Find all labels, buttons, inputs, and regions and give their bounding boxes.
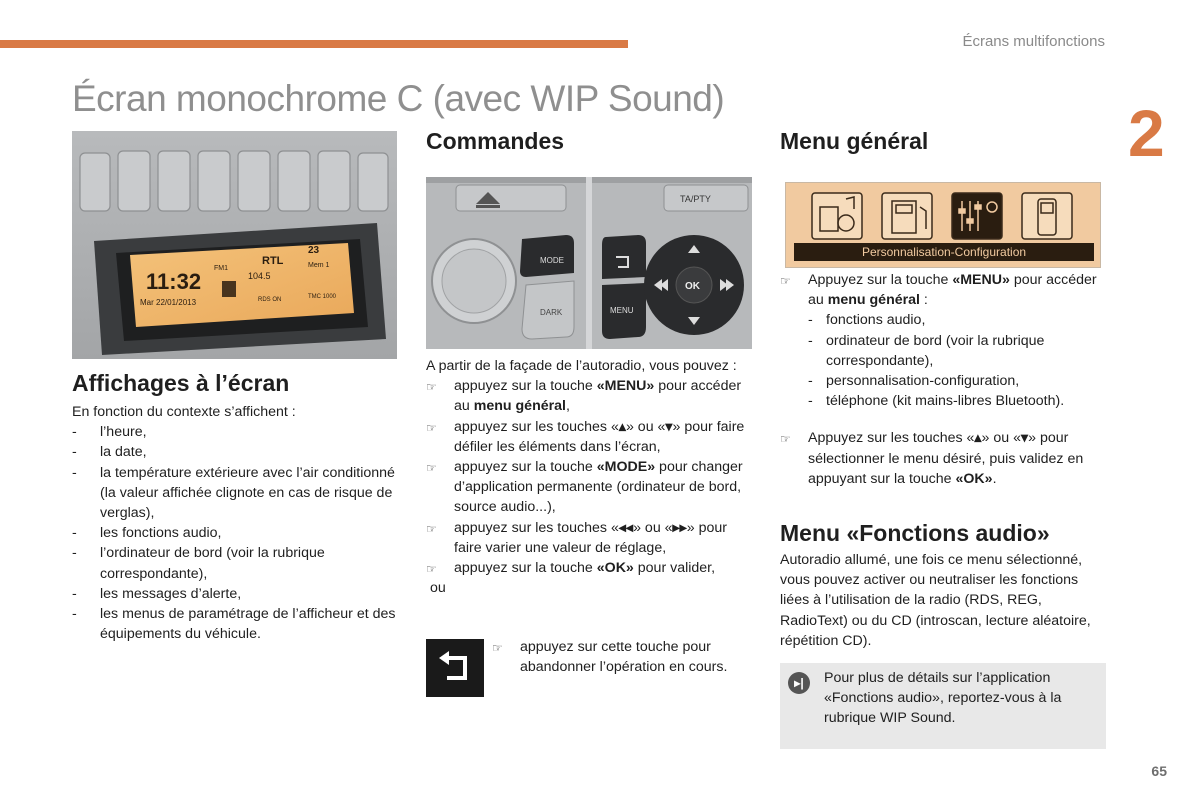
list-item: - la date, <box>72 442 397 462</box>
menu-screen-photo <box>785 182 1101 268</box>
lcd-temperature: 23 <box>308 245 320 256</box>
page-title: Écran monochrome C (avec WIP Sound) <box>72 78 725 119</box>
info-note-text: Pour plus de détails sur l’application «Fonctions audio», reportez-vous à la rubrique WIP Sound. <box>824 670 1062 727</box>
list-item: - la température extérieure avec l’air conditionné (la valeur affichée clignote en cas de risque de verglas), <box>72 463 397 524</box>
list-item: - ordinateur de bord (voir la rubrique correspondante), <box>808 331 1106 371</box>
pointing-hand-icon: ☞ <box>426 380 437 395</box>
affichages-title: Affichages à l’écran <box>72 370 290 396</box>
page-number: 65 <box>1151 763 1167 779</box>
affichages-intro: En fonction du contexte s’affichent : <box>72 404 296 420</box>
dark-key-label: DARK <box>540 308 563 317</box>
lcd-rds: RDS ON <box>258 297 282 303</box>
lcd-date: Mar 22/01/2013 <box>140 298 197 307</box>
lcd-station: RTL <box>262 255 284 267</box>
pointing-hand-icon: ☞ <box>492 641 503 655</box>
menu-general-title: Menu général <box>780 128 929 154</box>
list-item: ☞ appuyez sur la touche «MODE» pour changer d’application permanente (ordinateur de bord, source audio...), <box>426 459 743 516</box>
display-photo <box>72 131 397 359</box>
control-panel-photo <box>426 177 752 349</box>
list-item: ☞ appuyez sur les touches «▴» ou «▾» pour faire défiler les éléments dans l’écran, <box>426 418 745 455</box>
skip-forward-icon: ▸| <box>788 672 810 694</box>
list-item: ☞ Appuyez sur les touches «▴» ou «▾» pour sélectionner le menu désiré, puis validez en appuyant sur la touche «OK». <box>780 430 1084 487</box>
list-item: - les menus de paramétrage de l’afficheur et des équipements du véhicule. <box>72 604 397 644</box>
lcd-tuner: TMC 1000 <box>308 294 337 300</box>
pointing-hand-icon: ☞ <box>426 562 437 577</box>
affichages-list <box>72 422 397 644</box>
pointing-hand-icon: ☞ <box>780 274 791 288</box>
ou-text: ou <box>430 580 446 597</box>
list-item: - téléphone (kit mains-libres Bluetooth). <box>808 391 1106 411</box>
section-header: Écrans multifonctions <box>962 33 1105 50</box>
commandes-section <box>426 356 752 598</box>
header-accent-bar <box>0 40 628 48</box>
lcd-time: 11:32 <box>146 269 202 294</box>
back-key-note <box>492 637 754 677</box>
menu-audio-title: Menu «Fonctions audio» <box>780 520 1050 546</box>
menu-general-section <box>780 270 1106 489</box>
pointing-hand-icon: ☞ <box>426 420 437 435</box>
commandes-list <box>426 376 752 578</box>
list-item: - fonctions audio, <box>808 310 1106 330</box>
info-note-box <box>780 663 1106 749</box>
menu-key-label: MENU <box>610 306 634 315</box>
menu-audio-text: Autoradio allumé, une fois ce menu sélectionné, vous pouvez activer ou neutraliser les fonctions liées à l’utilisation de la radio (RDS, REG, RadioText) ou du CD (introscan, lecture aléatoire, répétition CD). <box>780 552 1091 649</box>
list-item: ☞ appuyez sur les touches «◂◂» ou «▸▸» pour faire varier une valeur de réglage, <box>426 519 728 556</box>
list-item: ☞ Appuyez sur la touche «MENU» pour accéder au menu général : - fonctions audio, - ordinateur de bord (voir la rubrique correspondante), - personnalisation-configuration, - téléphone (kit mains-libres Bluetooth). <box>780 270 1106 411</box>
list-item: ☞ appuyez sur la touche «OK» pour valider, <box>426 558 752 578</box>
list-item: ☞ appuyez sur la touche «MENU» pour accéder au menu général, <box>426 378 742 415</box>
chapter-number: 2 <box>1128 96 1165 170</box>
pointing-hand-icon: ☞ <box>780 432 791 447</box>
lcd-band: FM1 <box>214 265 228 272</box>
menu-screen-label: Personnalisation-Configuration <box>861 245 1027 259</box>
commandes-title: Commandes <box>426 128 565 154</box>
commandes-intro: A partir de la façade de l’autoradio, vous pouvez : <box>426 358 737 374</box>
affichages-section <box>72 402 397 644</box>
list-item: - personnalisation-configuration, <box>808 371 1106 391</box>
mode-key-label: MODE <box>540 256 564 265</box>
list-item: ☞ appuyez sur cette touche pour abandonner l’opération en cours. <box>492 639 728 676</box>
list-item: - l’heure, <box>72 422 397 442</box>
list-item: - les messages d’alerte, <box>72 584 397 604</box>
back-key-icon <box>426 639 484 697</box>
pointing-hand-icon: ☞ <box>426 521 437 536</box>
list-item: - l’ordinateur de bord (voir la rubrique correspondante), <box>72 543 397 583</box>
ta-pty-label: TA/PTY <box>680 194 711 204</box>
lcd-menu: Mem 1 <box>308 262 330 269</box>
ok-key-label: OK <box>685 281 700 292</box>
pointing-hand-icon: ☞ <box>426 461 437 476</box>
menu-general-list <box>808 310 1106 411</box>
list-item: - les fonctions audio, <box>72 523 397 543</box>
lcd-frequency: 104.5 <box>248 271 271 281</box>
